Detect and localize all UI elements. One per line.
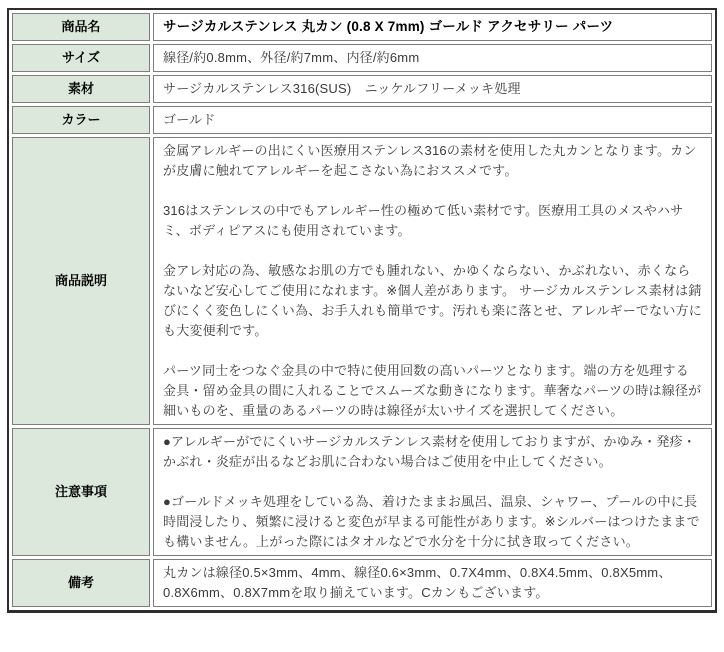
row-label: 素材 (12, 75, 150, 103)
size-text: 線径/約0.8mm、外径/約7mm、内径/約6mm (163, 50, 420, 65)
row-value (153, 75, 712, 103)
material-text: サージカルステンレス316(SUS) ニッケルフリーメッキ処理 (163, 81, 521, 96)
row-size (12, 44, 712, 72)
row-value (153, 428, 712, 556)
row-label: 商品説明 (12, 137, 150, 425)
color-text: ゴールド (163, 112, 216, 127)
row-label: サイズ (12, 44, 150, 72)
row-material (12, 75, 712, 103)
row-label: 商品名 (12, 13, 150, 41)
row-value (153, 13, 712, 41)
row-notes (12, 559, 712, 607)
notes-text: 丸カンは線径0.5×3mm、4mm、線径0.6×3mm、0.7X4mm、0.8X4.5mm、0.8X5mm、0.8X6mm、0.8X7mmを取り揃えています。Cカンもございます。 (163, 565, 672, 600)
description-paragraph: 316はステンレスの中でもアレルギー性の極めて低い素材です。医療用工具のメスやハサミ、ボディピアスにも使用されています。 (163, 203, 684, 238)
row-value (153, 137, 712, 425)
row-value (153, 44, 712, 72)
description-paragraph: 金アレ対応の為、敏感なお肌の方でも腫れない、かゆくならない、かぶれない、赤くならないなど安心してご使用になれます。※個人差があります。 サージカルステンレス素材は錆びにくく変色しにくい為、お手入れも簡単です。汚れも楽に落とせ、アレルギーでない方にも大変便利です。 (163, 263, 702, 338)
product-name-text: サージカルステンレス 丸カン (0.8 X 7mm) ゴールド アクセサリー パーツ (163, 19, 614, 34)
row-label: 注意事項 (12, 428, 150, 556)
row-product-name (12, 13, 712, 41)
row-color (12, 106, 712, 134)
row-value (153, 106, 712, 134)
caution-paragraph: ●アレルギーがでにくいサージカルステンレス素材を使用しておりますが、かゆみ・発疹・かぶれ・炎症が出るなどお肌に合わない場合はご使用を中止してください。 (163, 434, 696, 469)
description-paragraph: 金属アレルギーの出にくい医療用ステンレス316の素材を使用した丸カンとなります。カンが皮膚に触れてアレルギーを起こさない為におススメです。 (163, 143, 697, 178)
row-description (12, 137, 712, 425)
product-spec-table (7, 8, 717, 613)
row-label: カラー (12, 106, 150, 134)
row-label: 備考 (12, 559, 150, 607)
row-caution (12, 428, 712, 556)
row-value (153, 559, 712, 607)
caution-paragraph: ●ゴールドメッキ処理をしている為、着けたままお風呂、温泉、シャワー、プールの中に長時間浸したり、頻繁に浸けると変色が早まる可能性があります。※シルバーはつけたままでも構いません。上がった際にはタオルなどで水分を十分に拭き取ってください。 (163, 494, 700, 549)
description-paragraph: パーツ同士をつなぐ金具の中で特に使用回数の高いパーツとなります。端の方を処理する金具・留め金具の間に入れることでスムーズな動きになります。華奢なパーツの時は線径が細いものを、重量のあるパーツの時は線径が太いサイズを選択してください。 (163, 363, 702, 418)
product-spec-page (0, 8, 724, 652)
